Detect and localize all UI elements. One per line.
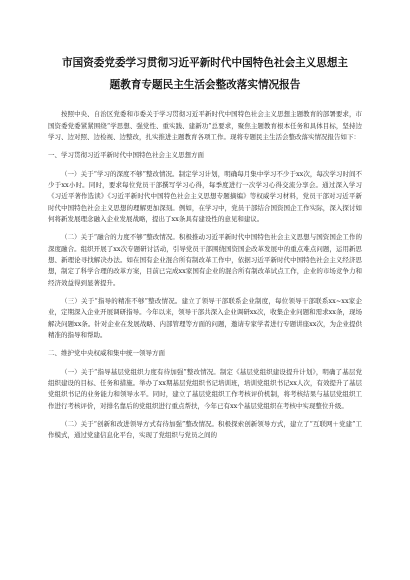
section-heading-1: 一、学习贯彻习近平新时代中国特色社会主义思想方面 <box>48 151 204 160</box>
intro-paragraph: 按照中央、自治区党委和市委关于学习贯彻习近平新时代中国特色社会主义思想主题教育的部署要求，市国资委党委紧紧围绕“学思想、强党性、重实践、建新功”总要求，聚焦主题教育根本任务和具体目标，坚持边学习、边对照、边检视、边整改，扎实推进主题教育各项工作。现将专题民主生活会整改落实情况报告如下： <box>48 110 362 141</box>
body-paragraph-4: （一）关于“指导基层党组织力度有待加强”整改情况。制定《基层党组织建设提升计划》，明确了基层党组织建设的目标、任务和措施。举办了xx期基层党组织书记培训班，培训党组织书记xx人次，有效提升了基层党组织书记的业务能力和领导水平。同时，建立了基层党组织工作考核评价机制，将考核结果与基层党组织工作进行考核评价，对排名靠后的党组织进行重点帮扶，今年已有xx个基层党组织在考核中实现整位升级。 <box>48 367 362 410</box>
body-paragraph-5: （二）关于“创新和改进领导方式有待加强”整改情况。积极探索创新领导方式，建立了“互联网＋党建”工作模式，通过党建信息化平台，实现了党组织与党员之间的 <box>48 420 362 440</box>
title-line-1: 市国资委党委学习贯彻习近平新时代中国特色社会主义思想主 <box>61 57 349 69</box>
title-line-2: 题教育专题民主生活会整改落实情况报告 <box>109 78 301 91</box>
body-paragraph-1: （一）关于“学习的深度不够”整改情况。制定学习计划，明确每月集中学习不少于xx次，每次学习时间不少于xx小时。同时，要求每位党员干部撰写学习心得，每季度进行一次学习心得交流分享会。通过深入学习《习近平著作选读》《习近平新时代中国特色社会主义思想专题摘编》等权威学习材料，党员干部对习近平新时代中国特色社会主义思想的理解更加深刻。例如，在学习中，党员干部结合国资国企工作实际，深入探讨如何将新发展理念融入企业发展战略，提出了xx条具有建设性的意见和建议。 <box>48 169 362 223</box>
body-paragraph-3: （三）关于“指导的精准不够”整改情况。建立了领导干部联系企业制度，每位领导干部联系xx~xx家企业，定期深入企业开展调研指导。今年以来，领导干部共深入企业调研xx次，收集企业问题和需求xx条，现场解决问题xx条。针对企业在发展战略、内部管理等方面的问题，邀请专家学者进行专题讲座xx次，为企业提供精准的指导和帮助。 <box>48 297 362 340</box>
document-body <box>48 109 362 442</box>
section-heading-2: 二、维护党中央权威和集中统一领导方面 <box>48 349 165 358</box>
body-paragraph-2: （二）关于“融合的力度不够”整改情况。积极推动习近平新时代中国特色社会主义思想与国资国企工作的深度融合。组织开展了xx次专题研讨活动，引导党员干部围绕国资国企改革发展中的重点难点问题，运用新思想、新理论寻找解决办法。如在国有企业混合所有制改革工作中，依据习近平新时代中国特色社会主义经济思想，制定了科学合理的改革方案，目前已完成xx家国有企业的混合所有制改革试点工作，企业的市场竞争力和经济效益得到显著提升。 <box>48 233 362 287</box>
document-title <box>48 58 362 90</box>
